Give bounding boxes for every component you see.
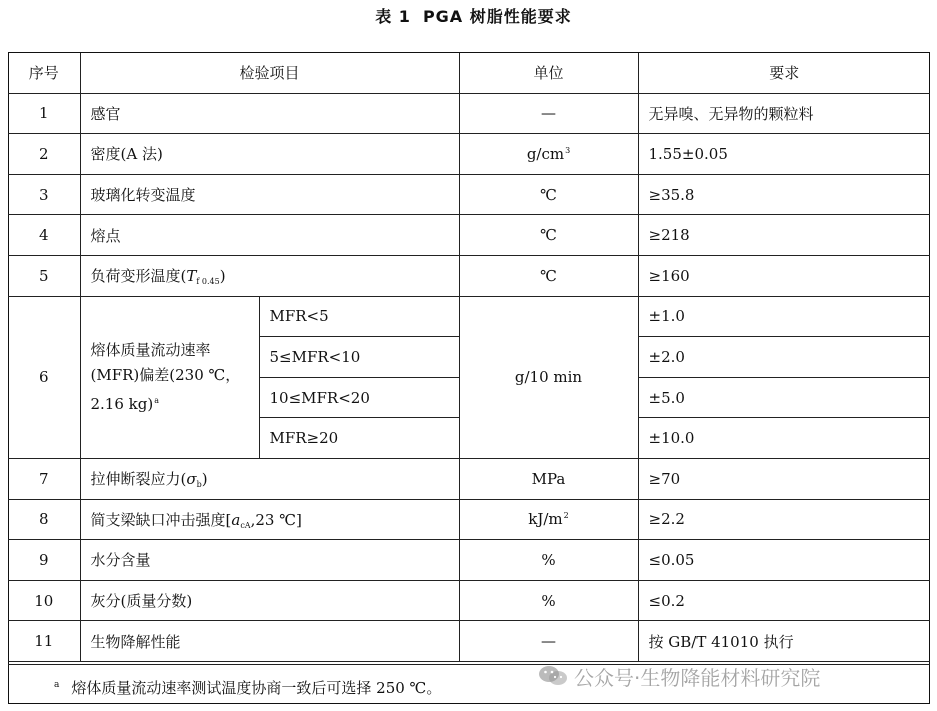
- footnote-text: 熔体质量流动速率测试温度协商一致后可选择 250 ℃。: [71, 679, 442, 697]
- header-item: 检验项目: [80, 53, 459, 93]
- table-row: [8, 215, 930, 256]
- header-unit: 单位: [459, 53, 638, 93]
- row-item: 密度(A 法): [80, 134, 459, 175]
- row-unit: %: [459, 540, 638, 581]
- row-requirement: ≥35.8: [638, 174, 930, 215]
- row-no: 7: [8, 458, 80, 499]
- row-unit: ℃: [459, 215, 638, 256]
- table-row: [8, 93, 930, 134]
- item-suffix: ): [219, 267, 226, 286]
- mfr-condition: MFR<5: [259, 296, 459, 337]
- unit-base: g/cm: [526, 144, 565, 163]
- item-prefix: 简支梁缺口冲击强度[: [90, 510, 232, 529]
- row-item: 灰分(质量分数): [80, 580, 459, 621]
- row-item: 玻璃化转变温度: [80, 174, 459, 215]
- table-row: [8, 499, 930, 540]
- table-header-row: [8, 53, 930, 93]
- row-requirement: ≤0.2: [638, 580, 930, 621]
- row-no: 6: [8, 296, 80, 458]
- table-row: [8, 134, 930, 175]
- row-requirement: ≥70: [638, 458, 930, 499]
- table-row: [8, 174, 930, 215]
- table-number: 表 1: [375, 7, 411, 26]
- item-symbol: T: [186, 267, 197, 286]
- row-requirement: 按 GB/T 41010 执行: [638, 621, 930, 662]
- table-row: [8, 255, 930, 296]
- row-unit: MPa: [459, 458, 638, 499]
- item-prefix: 负荷变形温度(: [90, 267, 187, 286]
- row-no: 4: [8, 215, 80, 256]
- row-item: 感官: [80, 93, 459, 134]
- item-symbol: a: [231, 510, 241, 529]
- row-no: 10: [8, 580, 80, 621]
- table-row: [8, 296, 930, 337]
- row-item: [80, 458, 459, 499]
- row-requirement: 无异嗅、无异物的颗粒料: [638, 93, 930, 134]
- row-item: [80, 296, 259, 458]
- footnote-mark: a: [54, 680, 60, 690]
- table-row: [8, 458, 930, 499]
- row-item: [80, 255, 459, 296]
- mfr-condition: MFR≥20: [259, 418, 459, 459]
- item-subscript: b: [196, 480, 202, 490]
- row-no: 2: [8, 134, 80, 175]
- header-no: 序号: [8, 53, 80, 93]
- row-item: 生物降解性能: [80, 621, 459, 662]
- row-no: 9: [8, 540, 80, 581]
- row-item: 熔点: [80, 215, 459, 256]
- row-unit: [459, 499, 638, 540]
- table-caption: PGA 树脂性能要求: [422, 7, 572, 26]
- table-row: [8, 580, 930, 621]
- row-requirement: ≤0.05: [638, 540, 930, 581]
- item-text: 熔体质量流动速率(MFR)偏差(230 ℃，2.16 kg): [90, 340, 241, 413]
- item-prefix: 拉伸断裂应力(: [90, 470, 187, 489]
- row-requirement: ±2.0: [638, 337, 930, 378]
- row-no: 1: [8, 93, 80, 134]
- row-no: 8: [8, 499, 80, 540]
- table-footnote: [8, 664, 930, 704]
- item-subscript: f 0.45: [196, 277, 220, 287]
- row-unit: %: [459, 580, 638, 621]
- row-no: 11: [8, 621, 80, 662]
- row-requirement: ≥2.2: [638, 499, 930, 540]
- row-unit: ℃: [459, 174, 638, 215]
- row-unit: ℃: [459, 255, 638, 296]
- table-title: [0, 2, 937, 32]
- row-requirement: ≥218: [638, 215, 930, 256]
- footnote-ref: a: [154, 395, 159, 405]
- row-requirement: 1.55±0.05: [638, 134, 930, 175]
- row-unit: —: [459, 93, 638, 134]
- item-suffix: ,23 ℃]: [250, 510, 302, 529]
- item-subscript: cA: [240, 520, 251, 530]
- table-row: [8, 540, 930, 581]
- row-unit: [459, 134, 638, 175]
- unit-superscript: 3: [565, 145, 571, 155]
- watermark-text: 公众号·生物降能材料研究院: [574, 665, 821, 690]
- row-item: 水分含量: [80, 540, 459, 581]
- unit-superscript: 2: [563, 511, 569, 521]
- row-requirement: ±1.0: [638, 296, 930, 337]
- header-requirement: 要求: [638, 53, 930, 93]
- row-item: [80, 499, 459, 540]
- table-row: [8, 621, 930, 662]
- row-requirement: ≥160: [638, 255, 930, 296]
- unit-base: kJ/m: [528, 510, 563, 529]
- mfr-condition: 5≤MFR<10: [259, 337, 459, 378]
- row-no: 3: [8, 174, 80, 215]
- spec-table: [8, 53, 930, 662]
- mfr-condition: 10≤MFR<20: [259, 377, 459, 418]
- item-symbol: σ: [186, 470, 197, 489]
- row-unit: —: [459, 621, 638, 662]
- row-requirement: ±10.0: [638, 418, 930, 459]
- row-requirement: ±5.0: [638, 377, 930, 418]
- row-no: 5: [8, 255, 80, 296]
- row-unit: g/10 min: [459, 296, 638, 458]
- item-suffix: ): [201, 470, 208, 489]
